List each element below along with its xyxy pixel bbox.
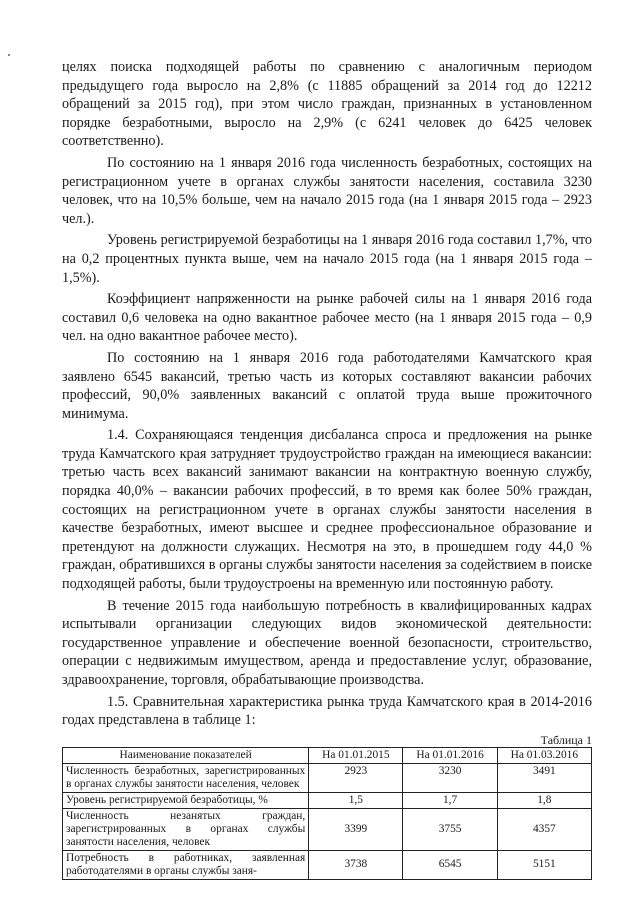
- paragraph-vacancies: По состоянию на 1 января 2016 года работодателями Камчатского края заявлено 6545 вакансий, третью часть из которых составляют вакансии рабочих профессий, 90,0% заявленных вакансий с оплатой труда выше прожиточного минимума.: [62, 349, 592, 422]
- paragraph-section-1-5: 1.5. Сравнительная характеристика рынка труда Камчатского края в 2014-2016 годах представлена в таблице 1:: [62, 693, 592, 729]
- row-value: 3399: [309, 808, 403, 850]
- paragraph-section-1-4: 1.4. Сохраняющаяся тенденция дисбаланса спроса и предложения на рынке труда Камчатского края затрудняет трудоустройство граждан на имеющиеся вакансии: третью часть всех вакансий занимают вакансии на контрактную военную службу, порядка 40,0% – вакансии рабочих профессий, в то время как более 50% граждан, состоящих на регистрационном учете в органах службы занятости населения в качестве безработных, имеют высшее и среднее профессиональное образование и претендуют на должности служащих. Несмотря на это, в прошедшем году 44,0 % граждан, обратившихся в органы службы занятости населения за содействием в поиске подходящей работы, были трудоустроены на временную или постоянную работу.: [62, 427, 592, 593]
- paragraph-unemployed-count: По состоянию на 1 января 2016 года численность безработных, состоящих на регистрационном учете в органах службы занятости населения, составила 3230 человек, что на 10,5% больше, чем на начало 2015 года (на 1 января 2015 года – 2923 чел.).: [62, 154, 592, 227]
- row-label: Численность безработных, зарегистрированных в органах службы занятости населения, человек: [63, 763, 309, 792]
- row-value: 1,7: [403, 792, 497, 808]
- row-value: 1,5: [309, 792, 403, 808]
- paragraph-tension-coefficient: Коэффициент напряженности на рынке рабочей силы на 1 января 2016 года составил 0,6 человека на одно вакантное рабочее место (на 1 января 2015 года – 0,9 чел. на одно вакантное рабочее место).: [62, 291, 592, 345]
- row-value: 3755: [403, 808, 497, 850]
- row-value: 5151: [497, 850, 591, 879]
- header-date-2016-mar: На 01.03.2016: [497, 747, 591, 763]
- row-value: 1,8: [497, 792, 591, 808]
- table-row: [63, 808, 592, 850]
- row-value: 3491: [497, 763, 591, 792]
- paragraph-unemployment-rate: Уровень регистрируемой безработицы на 1 января 2016 года составил 1,7%, что на 0,2 процентных пункта выше, чем на начало 2015 года (на 1 января 2015 года – 1,5%).: [62, 232, 592, 286]
- row-value: 4357: [497, 808, 591, 850]
- row-label: Уровень регистрируемой безработицы, %: [63, 792, 309, 808]
- table-header-row: [63, 747, 592, 763]
- row-value: 6545: [403, 850, 497, 879]
- table-row: [63, 763, 592, 792]
- row-label: Потребность в работниках, заявленная работодателями в органы службы заня-: [63, 850, 309, 879]
- row-label: Численность незанятых граждан, зарегистрированных в органах службы занятости населения, человек: [63, 808, 309, 850]
- table-row: [63, 850, 592, 879]
- paragraph-demand-sectors: В течение 2015 года наибольшую потребность в квалифицированных кадрах испытывали организации следующих видов экономической деятельности: государственное управление и обеспечение военной безопасности, строительство, операции с недвижимым имуществом, аренда и предоставление услуг, образование, здравоохранение, торговля, обрабатывающие производства.: [62, 597, 592, 688]
- row-value: 3738: [309, 850, 403, 879]
- row-value: 2923: [309, 763, 403, 792]
- table-caption: Таблица 1: [540, 732, 592, 747]
- table-row: [63, 792, 592, 808]
- paragraph-unemployment-appeals: целях поиска подходящей работы по сравнению с аналогичным периодом предыдущего года выросло на 2,8% (с 11885 обращений за 2014 год до 12212 обращений за 2015 год), при этом число граждан, признанных в установленном порядке безработными, выросло на 2,9% (с 6241 человек до 6425 человек соответственно).: [62, 59, 592, 150]
- header-date-2016-jan: На 01.01.2016: [403, 747, 497, 763]
- row-value: 3230: [403, 763, 497, 792]
- header-date-2015: На 01.01.2015: [309, 747, 403, 763]
- header-indicator: Наименование показателей: [63, 747, 309, 763]
- labor-market-table: [62, 747, 592, 880]
- scan-speck: [8, 54, 10, 56]
- document-body: [62, 58, 592, 880]
